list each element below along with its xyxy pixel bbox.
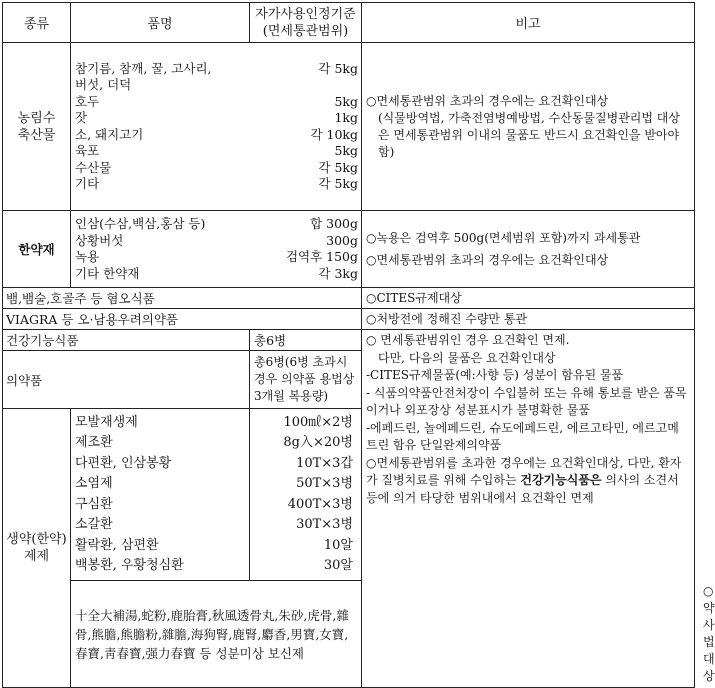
pharma-note-6c: 의사의 소견서 등에 의거 타당한 범위내에서 요건확인 면제 — [366, 473, 679, 505]
agri-item-name: 수산물 — [75, 159, 112, 175]
herbal-med-item-name: 활락환, 삼편환 — [75, 537, 159, 553]
agri-item-name: 잣 — [75, 110, 88, 125]
agri-item-name: 기타 — [75, 176, 100, 191]
agri-note-line1: ○면세통관범위 초과의 경우에는 요건확인대상 — [366, 93, 609, 108]
medicine-qty: 총6병(6병 초과시 경우 의약품 용법상 3개월 복용량) — [250, 351, 362, 409]
header-type: 종류 — [3, 3, 71, 43]
pharma-note-3: -CITES규제물품(예:사향 등) 성분이 함유된 물품 — [366, 368, 624, 382]
agri-item — [71, 176, 361, 193]
herbal-category: 한약재 — [3, 211, 71, 288]
snake-row — [3, 288, 695, 309]
agri-item-name: 소, 돼지고기 — [75, 126, 144, 142]
customs-allowance-table — [2, 2, 715, 688]
viagra-row — [3, 309, 695, 330]
herbal-med-item-qty: 30알 — [323, 558, 353, 573]
pharma-note-6a: ○면세통관범위를 초과한 경우에는 요건확인대상, 다만, 환자가 질병치료를 위해 수입하는 — [366, 455, 682, 487]
herbal-item-qty: 합 300g — [310, 216, 358, 231]
pharma-note — [362, 330, 695, 688]
agri-item-qty: 각 5kg — [318, 60, 358, 76]
agri-item-name: 참기름, 참깨, 꿀, 고사리, — [75, 60, 212, 76]
herbal-med-item-qty: 50T×3병 — [296, 476, 353, 491]
herbal-item-name: 상황버섯 — [75, 232, 124, 248]
agri-item — [71, 143, 361, 160]
medicine-item: 의약품 — [3, 351, 250, 409]
agri-item-qty: 5kg — [334, 143, 358, 158]
agri-row — [3, 43, 695, 211]
herbal-med-item-qty: 30T×3병 — [296, 517, 353, 532]
herbal-med-names — [71, 409, 250, 581]
agri-item-name: 육포 — [75, 143, 100, 158]
herbal-med-item-name: 소염제 — [75, 476, 113, 491]
pharma-note-5: -에페드린, 놀에페드린, 슈도에페드린, 에르고타민, 에르고메트린 함유 단일완제의약품 — [366, 420, 679, 452]
health-qty: 총6병 — [250, 330, 362, 351]
herbal-med-item-name: 다편환, 인삼봉황 — [75, 455, 172, 471]
herbal-med-category-line1: 생약(한약) — [6, 532, 67, 547]
tonic-item: 十全大補湯,蛇粉,鹿胎膏,秋風透骨丸,朱砂,虎骨,雜骨,熊膽,熊膽粉,雜膽,海狗腎,鹿腎,麝香,男寶,女寶,春寶,靑春寶,强力春寶 등 성분미상 보신제 — [71, 581, 362, 688]
herbal-med-category-line2: 제제 — [23, 549, 50, 564]
herbal-med-qtys — [250, 409, 362, 581]
health-item: 건강기능식품 — [3, 330, 250, 351]
herbal-item-qty: 검역후 150g — [285, 249, 358, 264]
agri-item-qty: 5kg — [334, 93, 358, 109]
health-row — [3, 330, 695, 351]
pharma-note-6 — [366, 455, 690, 508]
header-limit — [250, 3, 362, 43]
herbal-note-2: ○면세통관범위 초과의 경우에는 요건확인대상 — [366, 252, 609, 267]
pharma-note-2: 다만, 다음의 물품은 요건확인대상 — [378, 350, 556, 365]
agri-items — [71, 43, 362, 211]
header-limit-line1: 자가사용인정기준 — [255, 6, 356, 22]
agri-item-qty: 각 5kg — [318, 176, 358, 191]
herbal-row — [3, 211, 695, 288]
agri-item — [71, 127, 361, 144]
herbal-item-name: 인삼(수삼,백삼,홍삼 등) — [75, 216, 206, 231]
pharma-note-6b: 건강기능식품은 — [520, 473, 602, 487]
agri-item-qty: 각 10kg — [310, 126, 358, 142]
pharma-note-1: ○ 면세통관범위인 경우 요건확인 면제. — [366, 333, 570, 347]
herbal-item — [71, 249, 361, 266]
agri-item — [71, 77, 361, 94]
herbal-item — [71, 233, 361, 250]
header-note: 비고 — [362, 3, 695, 43]
agri-category-line1: 농림수 — [17, 110, 56, 126]
agri-item-qty: 1kg — [334, 110, 358, 125]
agri-category-line2: 축산물 — [17, 127, 56, 143]
herbal-item-name: 기타 한약재 — [75, 265, 140, 281]
herbal-item-qty: 300g — [326, 232, 358, 248]
pharma-note-4: - 식품의약품안전처장이 수입불허 또는 유해 통보를 받은 품목이거나 외포장상 성분표시가 불명확한 물품 — [366, 385, 687, 417]
agri-note — [362, 43, 695, 211]
snake-note: ○CITES규제대상 — [362, 288, 695, 309]
agri-note-rest: (식물방역법, 가축전염병예방법, 수산동물질병관리법 대상은 면세통관범위 이내의 물품도 반드시 요건확인을 받아야 함) — [378, 110, 680, 159]
header-limit-line2: (면세통관범위) — [262, 23, 349, 39]
herbal-med-item-name: 제조환 — [75, 435, 113, 450]
agri-item — [71, 160, 361, 177]
herbal-note — [362, 211, 695, 288]
herbal-item — [71, 216, 361, 233]
herbal-items — [71, 211, 362, 288]
agri-item — [71, 94, 361, 111]
agri-item — [71, 110, 361, 127]
herbal-med-item-qty: 400T×3병 — [287, 496, 353, 512]
herbal-med-item-qty: 100㎖×2병 — [283, 414, 353, 430]
herbal-med-item-qty: 8g入×20병 — [283, 435, 353, 450]
herbal-med-item-qty: 10T×3갑 — [296, 455, 353, 471]
header-row — [3, 3, 695, 43]
herbal-item-qty: 각 3kg — [318, 265, 358, 281]
herbal-med-item-name: 백봉환, 우황청심환 — [75, 558, 184, 573]
herbal-item-name: 녹용 — [75, 249, 100, 264]
herbal-med-item-qty: 10알 — [323, 537, 353, 553]
agri-item — [71, 61, 361, 78]
herbal-med-item-name: 모발재생제 — [75, 414, 138, 430]
herbal-item — [71, 266, 361, 283]
herbal-med-item-name: 소갈환 — [75, 517, 113, 532]
herbal-med-item-name: 구심환 — [75, 496, 113, 512]
agri-item-name: 버섯, 더덕 — [75, 77, 132, 92]
agri-category — [3, 43, 71, 211]
viagra-item: VIAGRA 등 오·남용우려의약품 — [3, 309, 362, 330]
agri-item-name: 호두 — [75, 93, 100, 109]
tonic-row: 十全大補湯,蛇粉,鹿胎膏,秋風透骨丸,朱砂,虎骨,雜骨,熊膽,熊膽粉,雜膽,海狗腎,鹿腎,麝香,男寶,女寶,春寶,靑春寶,强力春寶 등 성분미상 보신제 ○ 약사법 대상 — [3, 581, 695, 688]
header-item: 품명 — [71, 3, 250, 43]
herbal-note-1: ○녹용은 검역후 500g(면세범위 포함)까지 과세통관 — [366, 230, 641, 245]
herbal-med-category — [3, 409, 71, 688]
snake-item: 뱀,뱀술,호골주 등 혐오식품 — [3, 288, 362, 309]
viagra-note: ○처방전에 정해진 수량만 통관 — [362, 309, 695, 330]
agri-item-qty: 각 5kg — [318, 159, 358, 175]
